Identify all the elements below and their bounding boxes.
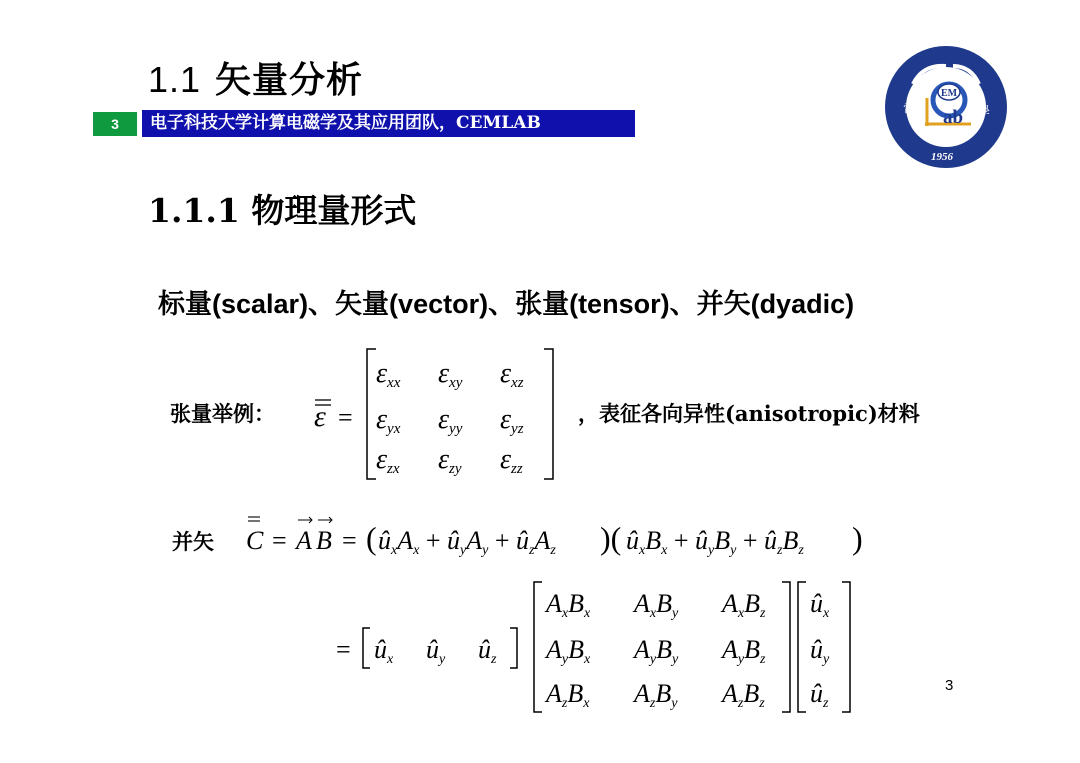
dyadic-matrix-form	[330, 578, 870, 718]
svg-text:AxBy: AxBy	[634, 589, 679, 621]
svg-text:ûy: ûy	[810, 635, 830, 667]
tensor-label: 张量举例：	[170, 401, 275, 426]
svg-text:): )	[852, 520, 863, 556]
svg-text:C: C	[246, 526, 264, 555]
svg-text:εzz: εzz	[500, 444, 523, 477]
row-vector-y: ûy	[426, 635, 446, 667]
svg-text:ûxAx + ûyAy + ûzAz: ûxAx + ûyAy + ûzAz	[378, 526, 556, 558]
svg-text:A: A	[296, 526, 312, 555]
svg-text:AxBz: AxBz	[722, 589, 766, 621]
logo-em: EM	[941, 88, 958, 99]
row-vector-z: ûz	[478, 635, 497, 667]
page-number: 3	[945, 677, 954, 694]
dyadic-expansion	[240, 505, 880, 575]
svg-text:ûx: ûx	[810, 589, 830, 621]
svg-text:εzx: εzx	[376, 444, 400, 477]
cemlab-logo	[883, 44, 1009, 170]
intro-line: 标量(scalar)、矢量(vector)、张量(tensor)、并矢(dyadic)	[158, 289, 855, 319]
team-banner: 电子科技大学计算电磁学及其应用团队，CEMLAB	[142, 110, 635, 137]
logo-year: 1956	[931, 151, 953, 163]
slide-number-badge: 3	[93, 112, 137, 136]
svg-text:εxy: εxy	[438, 358, 463, 391]
svg-text:εxx: εxx	[376, 358, 401, 391]
logo-ring-char: 學	[977, 104, 991, 119]
svg-text:εyx: εyx	[376, 404, 401, 437]
svg-text:AzBx: AzBx	[546, 679, 590, 711]
svg-text:εxz: εxz	[500, 358, 524, 391]
svg-text:εyy: εyy	[438, 404, 463, 437]
svg-text:AyBz: AyBz	[722, 635, 766, 667]
dyadic-label: 并矢	[172, 529, 214, 554]
svg-text:=: =	[272, 526, 287, 555]
logo-ab: ab	[943, 107, 964, 128]
svg-text:)(: )(	[600, 520, 622, 556]
title-text: 矢量分析	[215, 59, 364, 100]
svg-text:B: B	[316, 526, 332, 555]
tensor-equation	[312, 345, 612, 485]
svg-text:=: =	[338, 403, 353, 432]
svg-text:AzBy: AzBy	[634, 679, 678, 711]
slide-title	[148, 52, 363, 103]
svg-text:εzy: εzy	[438, 444, 462, 477]
svg-text:AyBx: AyBx	[546, 635, 591, 667]
svg-text:AzBz: AzBz	[722, 679, 765, 711]
svg-text:ûz: ûz	[810, 679, 829, 711]
row-vector-x: ûx	[374, 635, 394, 667]
svg-text:ûxBx + ûyBy + ûzBz: ûxBx + ûyBy + ûzBz	[626, 526, 804, 558]
svg-text:=: =	[342, 526, 357, 555]
svg-text:AyBy: AyBy	[634, 635, 679, 667]
title-number: 1.1	[148, 59, 202, 100]
svg-text:(: (	[366, 520, 377, 556]
svg-text:=: =	[336, 635, 351, 664]
svg-text:εyz: εyz	[500, 404, 524, 437]
svg-text:AxBx: AxBx	[546, 589, 591, 621]
tensor-note: ，表征各向异性(anisotropic)材料	[578, 401, 920, 426]
section-heading: 1.1.1 物理量形式	[148, 191, 417, 230]
logo-ring-char: 電	[903, 102, 917, 117]
tensor-symbol: ε	[314, 400, 326, 433]
